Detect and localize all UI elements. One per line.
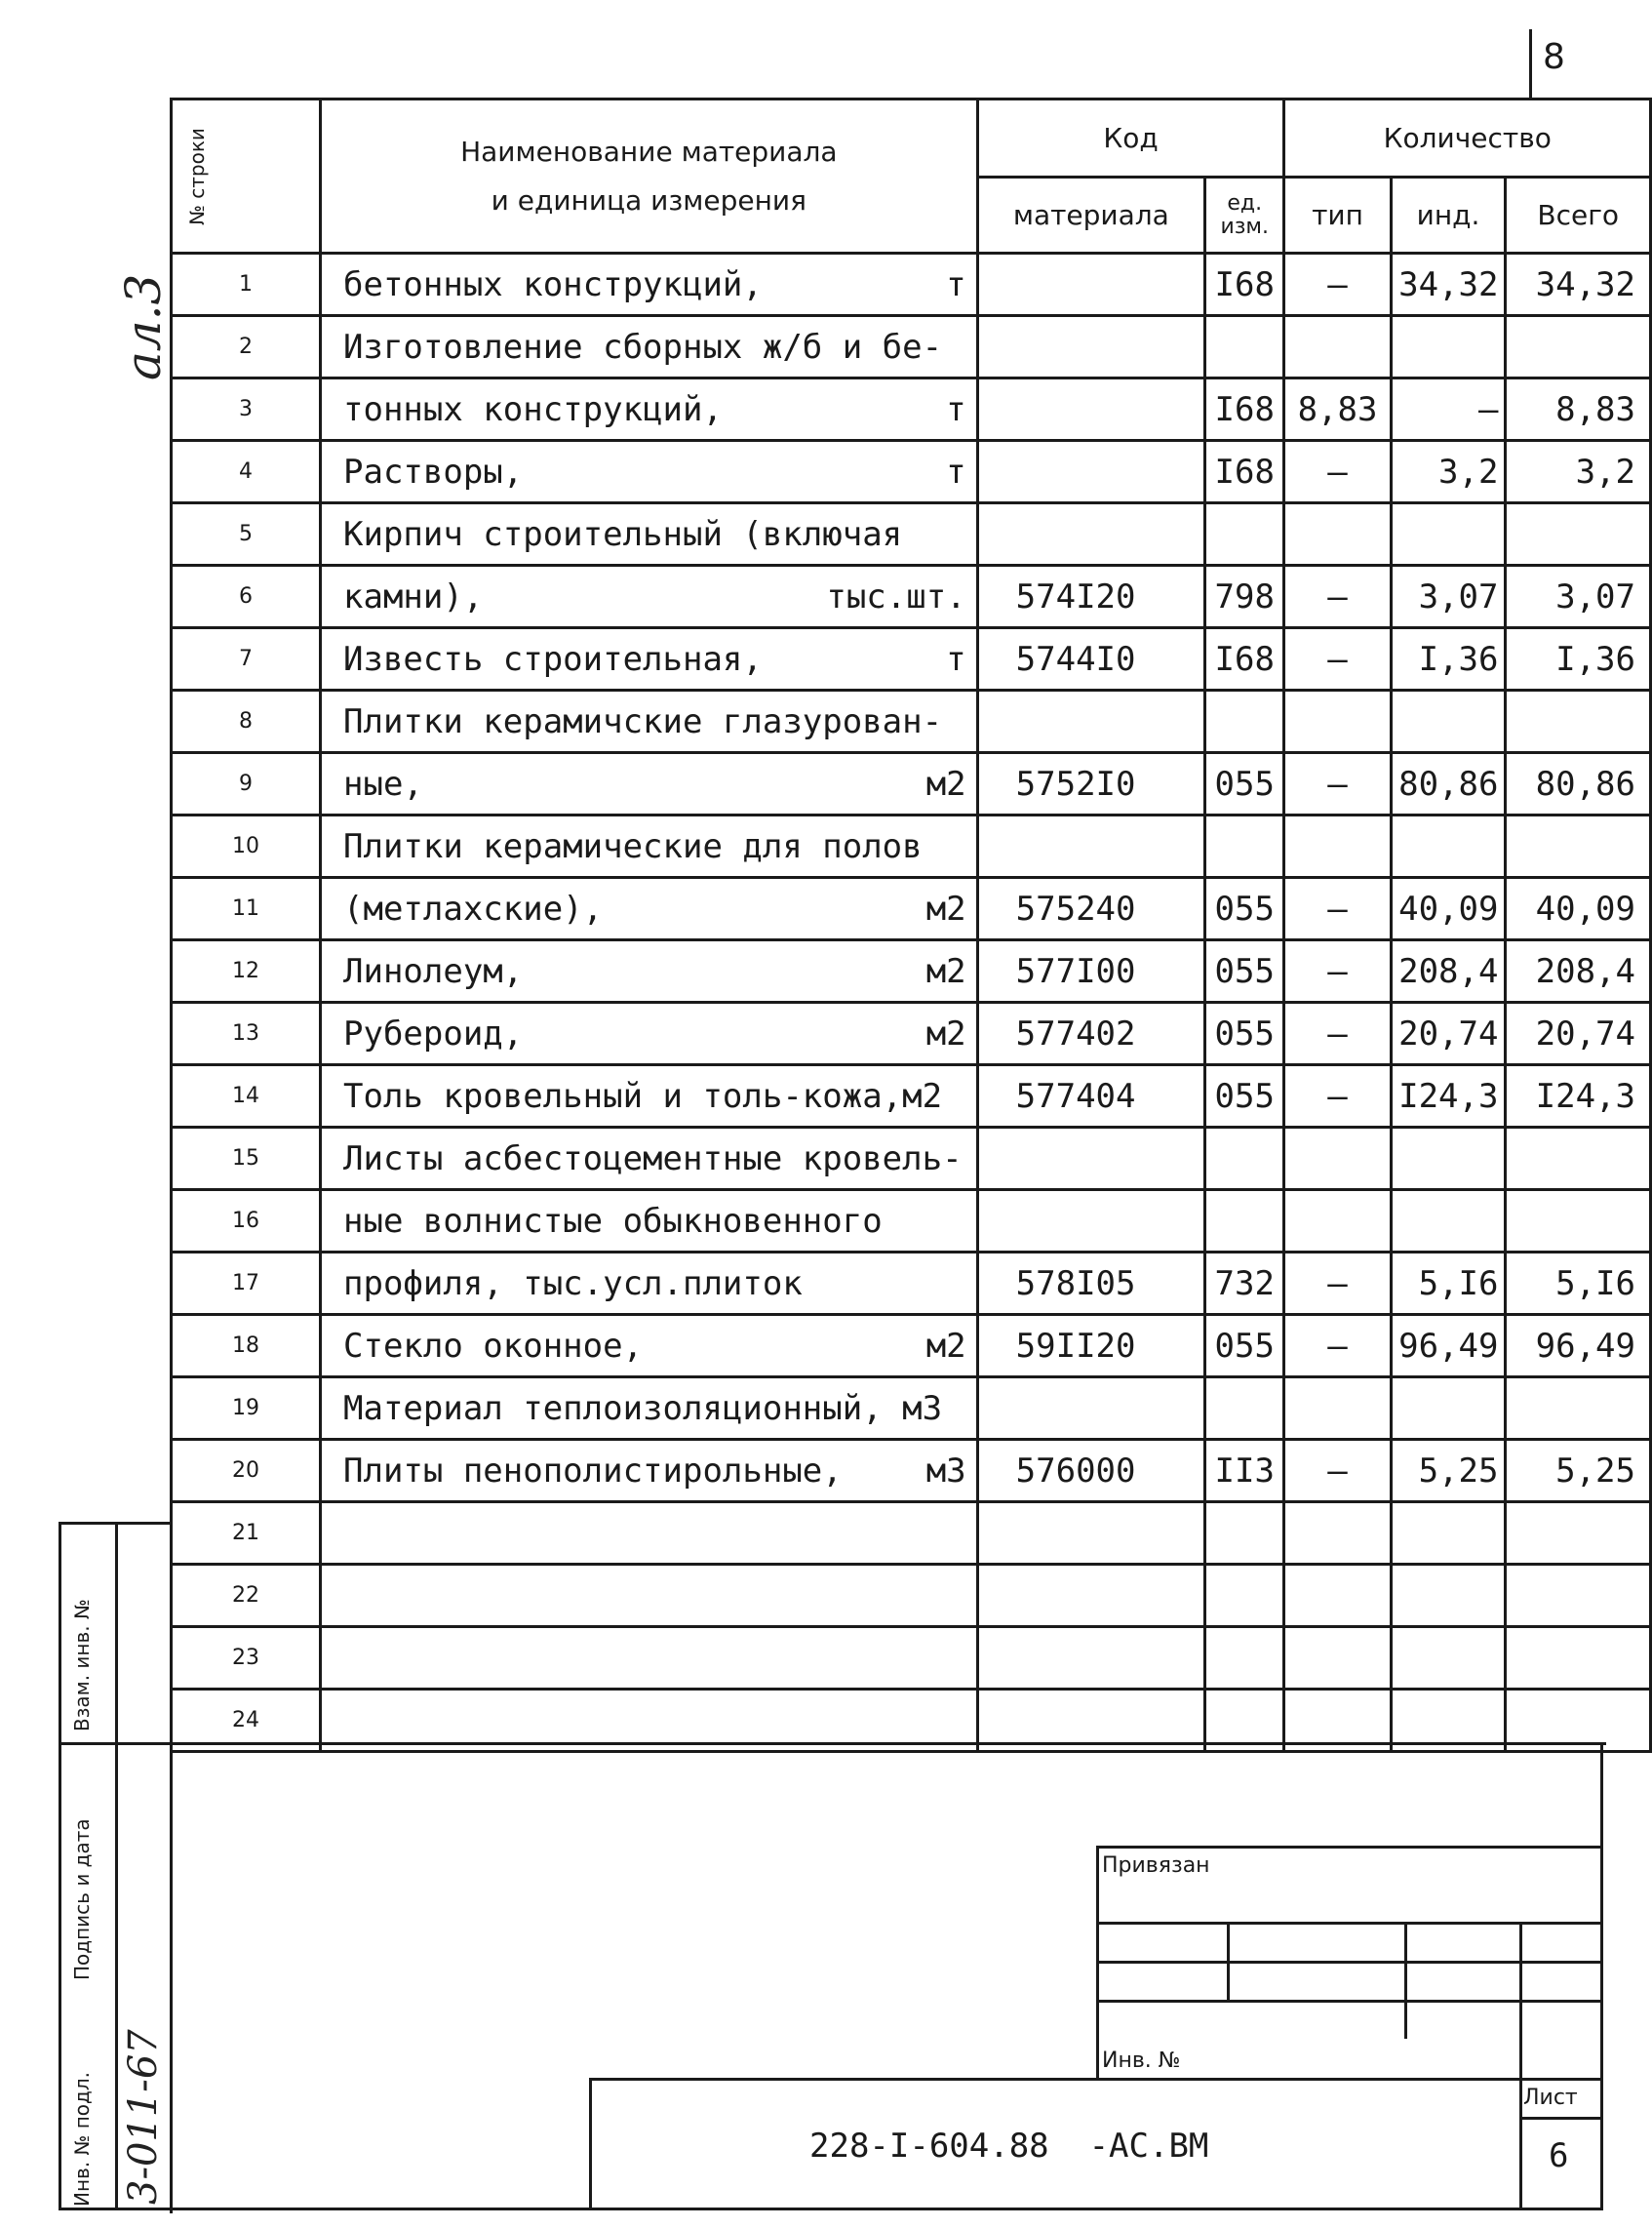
row-number: 24 [172,1690,321,1752]
material-code: 577I00 [977,940,1204,1003]
row-number: 19 [172,1377,321,1440]
material-code [977,316,1204,378]
qty-total [1506,1502,1651,1565]
qty-ind: 20,74 [1391,1003,1506,1065]
row-number: 4 [172,441,321,503]
qty-ind: 208,4 [1391,940,1506,1003]
qty-ind [1391,1128,1506,1190]
doc-code-box-top [589,2078,1603,2081]
material-name [321,1377,978,1440]
material-code: 577404 [977,1065,1204,1128]
sheet-label: Лист [1523,2086,1578,2110]
qty-type: – [1284,628,1391,691]
material-code [977,1502,1204,1565]
table-row [172,254,1651,316]
qty-total: 208,4 [1506,940,1651,1003]
row-number: 1 [172,254,321,316]
material-name-text: (метлахские), [343,889,604,929]
material-code [977,1190,1204,1253]
table-row [172,1190,1651,1253]
qty-ind [1391,503,1506,566]
unit-code: 798 [1205,566,1284,628]
qty-ind: – [1391,378,1506,441]
qty-total: I,36 [1506,628,1651,691]
table-row [172,1315,1651,1377]
qty-ind: 96,49 [1391,1315,1506,1377]
qty-total: 8,83 [1506,378,1651,441]
row-number: 6 [172,566,321,628]
qty-total [1506,1627,1651,1690]
material-name-text: Листы асбестоцементные кровель- [343,1138,963,1178]
handwritten-album-mark: ал.3 [115,273,172,380]
material-code [977,691,1204,753]
table-row [172,1565,1651,1627]
material-name [321,1565,978,1627]
unit-code: 055 [1205,940,1284,1003]
qty-ind [1391,816,1506,878]
unit-code: 055 [1205,878,1284,940]
material-unit-text: м2 [925,1014,966,1054]
table-row [172,1440,1651,1502]
margin-strip-line-1 [59,1522,170,1525]
material-name-text: Изготовление сборных ж/б и бе- [343,327,943,367]
margin-label-replacement-inv: Взам. инв. № [70,1599,94,1731]
material-code: 5752I0 [977,753,1204,816]
material-name-text: бетонных конструкций, [343,264,763,304]
row-number: 2 [172,316,321,378]
row-number: 17 [172,1253,321,1315]
table-row [172,1065,1651,1128]
material-code: 577402 [977,1003,1204,1065]
unit-code [1205,691,1284,753]
material-code [977,441,1204,503]
header-code: Код [977,99,1284,178]
qty-total [1506,816,1651,878]
qty-total [1506,1128,1651,1190]
material-name-text: Плитки керамичские глазурован- [343,701,943,741]
material-code [977,816,1204,878]
unit-code: 055 [1205,753,1284,816]
material-name [321,1128,978,1190]
material-name [321,1190,978,1253]
qty-total: 5,25 [1506,1440,1651,1502]
qty-type [1284,1502,1391,1565]
sheet-number: 6 [1549,2136,1569,2175]
unit-code: 055 [1205,1315,1284,1377]
header-quantity: Количество [1284,99,1651,178]
material-unit-text: м3 [925,1451,966,1491]
material-unit-text: т [946,639,966,679]
row-number: 7 [172,628,321,691]
qty-ind: 80,86 [1391,753,1506,816]
material-name [321,1315,978,1377]
row-number: 9 [172,753,321,816]
qty-ind: 5,I6 [1391,1253,1506,1315]
material-name-text: Толь кровельный и толь-кожа,м2 [343,1076,943,1116]
material-name [321,628,978,691]
material-code: 5744I0 [977,628,1204,691]
material-name-text: Стекло оконное, [343,1326,644,1366]
material-name [321,254,978,316]
qty-type [1284,1377,1391,1440]
material-code [977,254,1204,316]
margin-label-signature-date: Подпись и дата [70,1818,94,1980]
table-row [172,816,1651,878]
material-name-text: Рубероид, [343,1014,524,1054]
qty-type [1284,1190,1391,1253]
row-number: 11 [172,878,321,940]
unit-code [1205,1128,1284,1190]
page-number-frame [1529,29,1532,99]
material-name [321,566,978,628]
qty-total [1506,1377,1651,1440]
material-name-text: Материал теплоизоляционный, м3 [343,1388,943,1428]
material-name-text: Линолеум, [343,951,524,991]
row-number: 10 [172,816,321,878]
material-name [321,1627,978,1690]
qty-total: 40,09 [1506,878,1651,940]
stamp-linked-top [1096,1846,1603,1849]
qty-ind [1391,1627,1506,1690]
table-row [172,753,1651,816]
margin-strip-divider [115,1522,118,2210]
material-code [977,378,1204,441]
material-name [321,1065,978,1128]
unit-code: I68 [1205,254,1284,316]
table-row [172,441,1651,503]
table-row [172,1377,1651,1440]
table-row [172,878,1651,940]
qty-total: I24,3 [1506,1065,1651,1128]
material-name-text: Плиты пенополистирольные, [343,1451,843,1491]
stamp-grid-col-2 [1404,1922,1407,2039]
qty-ind [1391,1502,1506,1565]
unit-code: II3 [1205,1440,1284,1502]
page-number: 8 [1543,37,1565,77]
unit-code: 055 [1205,1065,1284,1128]
material-unit-text: м2 [925,1326,966,1366]
qty-type: 8,83 [1284,378,1391,441]
table-row [172,1128,1651,1190]
qty-total: 3,2 [1506,441,1651,503]
unit-code [1205,503,1284,566]
qty-type: – [1284,1315,1391,1377]
material-name [321,441,978,503]
material-code [977,1627,1204,1690]
unit-code: 055 [1205,1003,1284,1065]
unit-code: I68 [1205,628,1284,691]
table-row [172,628,1651,691]
qty-type: – [1284,753,1391,816]
material-name [321,753,978,816]
table-row [172,566,1651,628]
material-name-text: Плитки керамические для полов [343,826,923,866]
material-code: 578I05 [977,1253,1204,1315]
qty-type [1284,1627,1391,1690]
material-name [321,503,978,566]
unit-code: I68 [1205,441,1284,503]
row-number: 14 [172,1065,321,1128]
qty-total: 3,07 [1506,566,1651,628]
row-number: 21 [172,1502,321,1565]
row-number: 13 [172,1003,321,1065]
qty-type: – [1284,940,1391,1003]
material-unit-text: т [946,389,966,429]
qty-ind [1391,691,1506,753]
stamp-grid-col-3 [1519,1922,1522,2078]
qty-ind: 3,07 [1391,566,1506,628]
qty-ind: 34,32 [1391,254,1506,316]
qty-total [1506,316,1651,378]
row-number: 23 [172,1627,321,1690]
table-row [172,940,1651,1003]
unit-code [1205,816,1284,878]
qty-total [1506,1565,1651,1627]
header-qty-total: Всего [1506,178,1651,254]
material-code [977,1377,1204,1440]
material-name [321,1502,978,1565]
qty-type: – [1284,1065,1391,1128]
unit-code [1205,1377,1284,1440]
material-name-text: ные, [343,764,423,804]
header-code-material: материала [977,178,1204,254]
material-unit-text: м2 [925,764,966,804]
qty-type [1284,1128,1391,1190]
material-name-text: Кирпич строительный (включая [343,514,903,554]
qty-total [1506,503,1651,566]
qty-ind: I,36 [1391,628,1506,691]
material-code [977,1565,1204,1627]
material-unit-text: м2 [925,951,966,991]
material-code: 575240 [977,878,1204,940]
qty-total [1506,1190,1651,1253]
unit-code [1205,1190,1284,1253]
qty-type: – [1284,566,1391,628]
stamp-linked-label: Привязан [1102,1853,1210,1878]
material-code: 574I20 [977,566,1204,628]
row-number: 16 [172,1190,321,1253]
doc-code-box-left [589,2078,592,2210]
qty-type: – [1284,1003,1391,1065]
qty-ind [1391,1377,1506,1440]
header-row-number: № строки [172,99,321,254]
row-number: 8 [172,691,321,753]
stamp-grid-line-1 [1096,1922,1603,1925]
qty-type [1284,691,1391,753]
material-name-text: Известь строительная, [343,639,763,679]
qty-ind: 40,09 [1391,878,1506,940]
material-name [321,816,978,878]
qty-total [1506,691,1651,753]
material-code [977,1128,1204,1190]
header-qty-type: тип [1284,178,1391,254]
material-name-text: тонных конструкций, [343,389,723,429]
unit-code [1205,1565,1284,1627]
qty-ind: I24,3 [1391,1065,1506,1128]
materials-rows [172,254,1651,1752]
qty-total: 96,49 [1506,1315,1651,1377]
qty-ind [1391,1190,1506,1253]
sheet-box-left [1519,2078,1522,2210]
unit-code [1205,316,1284,378]
table-row [172,503,1651,566]
qty-ind: 5,25 [1391,1440,1506,1502]
table-row [172,691,1651,753]
material-unit-text: м2 [925,889,966,929]
material-name [321,878,978,940]
row-number: 22 [172,1565,321,1627]
material-name [321,1440,978,1502]
unit-code: I68 [1205,378,1284,441]
unit-code [1205,1502,1284,1565]
document-code: 228-I-604.88 -АС.ВМ [809,2127,1209,2166]
unit-code: 732 [1205,1253,1284,1315]
sheet-box-divider [1519,2117,1603,2120]
materials-table [170,98,1652,1753]
material-name-text: профиля, тыс.усл.плиток [343,1263,803,1303]
table-row [172,1502,1651,1565]
row-number: 5 [172,503,321,566]
table-row [172,1627,1651,1690]
qty-type [1284,503,1391,566]
header-code-unit: ед. изм. [1205,178,1284,254]
material-name [321,691,978,753]
material-code [977,503,1204,566]
qty-type: – [1284,1253,1391,1315]
header-material-name: Наименование материала и единица измерения [321,99,978,254]
material-name-text: Растворы, [343,452,524,492]
stamp-inv-no-label: Инв. № [1102,2049,1181,2073]
qty-type [1284,816,1391,878]
qty-type: – [1284,878,1391,940]
row-number: 12 [172,940,321,1003]
qty-ind: 3,2 [1391,441,1506,503]
qty-total: 20,74 [1506,1003,1651,1065]
material-unit-text: тыс.шт. [826,577,966,617]
material-name [321,378,978,441]
stamp-grid-line-3 [1096,2000,1603,2003]
qty-total: 34,32 [1506,254,1651,316]
table-row [172,316,1651,378]
qty-ind [1391,1565,1506,1627]
table-row [172,1003,1651,1065]
qty-type: – [1284,1440,1391,1502]
row-number: 15 [172,1128,321,1190]
qty-total: 5,I6 [1506,1253,1651,1315]
bottom-area-right-edge [1600,1742,1603,2210]
material-unit-text: т [946,264,966,304]
material-name [321,316,978,378]
stamp-grid-col-1 [1227,1922,1230,2000]
material-code: 59II20 [977,1315,1204,1377]
qty-type: – [1284,254,1391,316]
row-number: 20 [172,1440,321,1502]
margin-strip-line-2 [59,1742,170,1745]
qty-total: 80,86 [1506,753,1651,816]
material-name-text: камни), [343,577,484,617]
material-code: 576000 [977,1440,1204,1502]
material-name [321,1253,978,1315]
row-number: 18 [172,1315,321,1377]
row-number: 3 [172,378,321,441]
material-name [321,1003,978,1065]
stamp-grid-line-2 [1096,1961,1603,1964]
handwritten-inv-number: 3-011-67 [121,2029,166,2205]
material-unit-text: т [946,452,966,492]
qty-type [1284,1565,1391,1627]
margin-label-original-inv: Инв. № подл. [70,2072,94,2207]
material-name-text: ные волнистые обыкновенного [343,1201,883,1241]
header-qty-ind: инд. [1391,178,1506,254]
qty-type: – [1284,441,1391,503]
table-row [172,378,1651,441]
margin-strip-edge [59,1522,61,2210]
qty-ind [1391,316,1506,378]
material-name [321,940,978,1003]
table-row [172,1253,1651,1315]
unit-code [1205,1627,1284,1690]
qty-type [1284,316,1391,378]
